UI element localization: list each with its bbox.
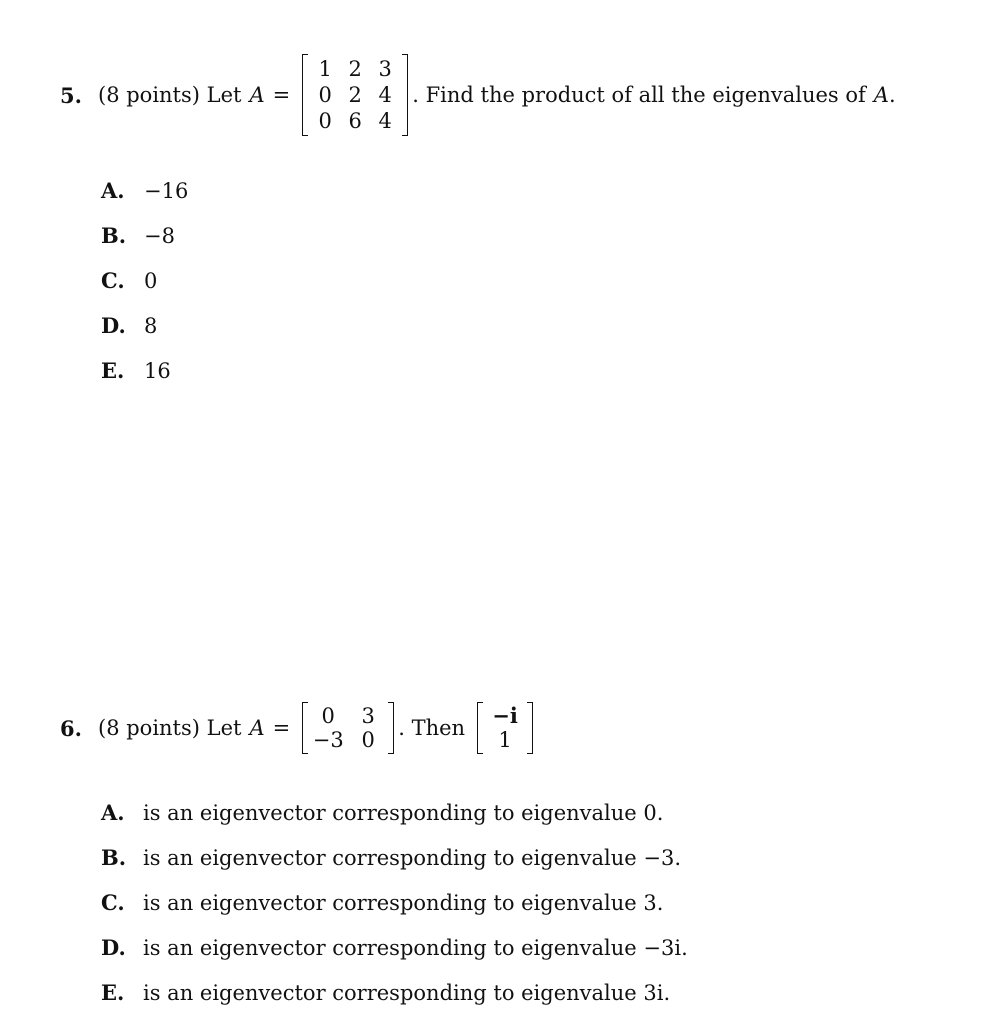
choice-label: E.: [101, 358, 125, 383]
vector-cell: 1: [498, 728, 512, 752]
matrix-variable: A: [249, 716, 265, 740]
matrix-variable: A: [249, 83, 265, 107]
matrix-variable: A: [873, 83, 889, 107]
question-number: 5.: [60, 82, 82, 108]
choice-label: C.: [101, 268, 125, 293]
vector-cell: −i: [492, 703, 518, 728]
choice-6a[interactable]: [101, 800, 663, 825]
choice-text: 0: [144, 269, 158, 293]
choice-label: A.: [101, 800, 125, 825]
matrix-cell: 3: [361, 704, 375, 728]
matrix-cell: 0: [321, 704, 335, 728]
choice-text: −16: [144, 179, 189, 203]
choice-5b[interactable]: [101, 223, 175, 248]
matrix-cell: 4: [378, 109, 392, 133]
period: .: [888, 83, 896, 107]
choice-label: C.: [101, 890, 125, 915]
question-6-stem: [60, 704, 537, 752]
choice-6c[interactable]: [101, 890, 663, 915]
matrix-cell: 3: [378, 57, 392, 81]
matrix-a-2x2: [302, 704, 394, 752]
choice-label: E.: [101, 980, 125, 1005]
matrix-cell: 0: [318, 83, 332, 107]
question-points: (8 points) Let: [98, 83, 242, 107]
choice-label: A.: [101, 178, 125, 203]
choice-text: 16: [144, 359, 171, 383]
choice-label: D.: [101, 935, 126, 960]
matrix-cell: −3: [312, 728, 344, 752]
matrix-cell: 2: [348, 83, 362, 107]
choice-text: is an eigenvector corresponding to eigenvalue 3.: [143, 891, 664, 915]
question-text: . Find the product of all the eigenvalues of: [412, 83, 866, 107]
matrix-cell: 4: [378, 83, 392, 107]
matrix-cell: 0: [361, 728, 375, 752]
matrix-cell: 6: [348, 109, 362, 133]
question-5-stem: [60, 56, 896, 134]
equals-sign: =: [272, 83, 291, 107]
choice-label: B.: [101, 223, 127, 248]
choice-text: is an eigenvector corresponding to eigenvalue 0.: [143, 801, 664, 825]
choice-text: is an eigenvector corresponding to eigenvalue −3i.: [143, 936, 688, 960]
choice-6d[interactable]: [101, 935, 688, 960]
choice-label: D.: [101, 313, 126, 338]
choice-5d[interactable]: [101, 313, 157, 338]
choice-5e[interactable]: [101, 358, 171, 383]
matrix-cell: 0: [318, 109, 332, 133]
matrix-cell: 1: [318, 57, 332, 81]
choice-6b[interactable]: [101, 845, 681, 870]
candidate-eigenvector: [477, 704, 533, 752]
choice-label: B.: [101, 845, 127, 870]
choice-text: is an eigenvector corresponding to eigenvalue 3i.: [143, 981, 671, 1005]
question-number: 6.: [60, 715, 82, 741]
choice-text: is an eigenvector corresponding to eigenvalue −3.: [143, 846, 682, 870]
choice-5a[interactable]: [101, 178, 188, 203]
question-text: . Then: [398, 716, 466, 740]
question-points: (8 points) Let: [98, 716, 242, 740]
choice-text: −8: [144, 224, 175, 248]
equals-sign: =: [272, 716, 291, 740]
choice-text: 8: [144, 314, 158, 338]
choice-5c[interactable]: [101, 268, 157, 293]
matrix-cell: 2: [348, 57, 362, 81]
matrix-a-3x3: [302, 56, 408, 134]
choice-6e[interactable]: [101, 980, 670, 1005]
